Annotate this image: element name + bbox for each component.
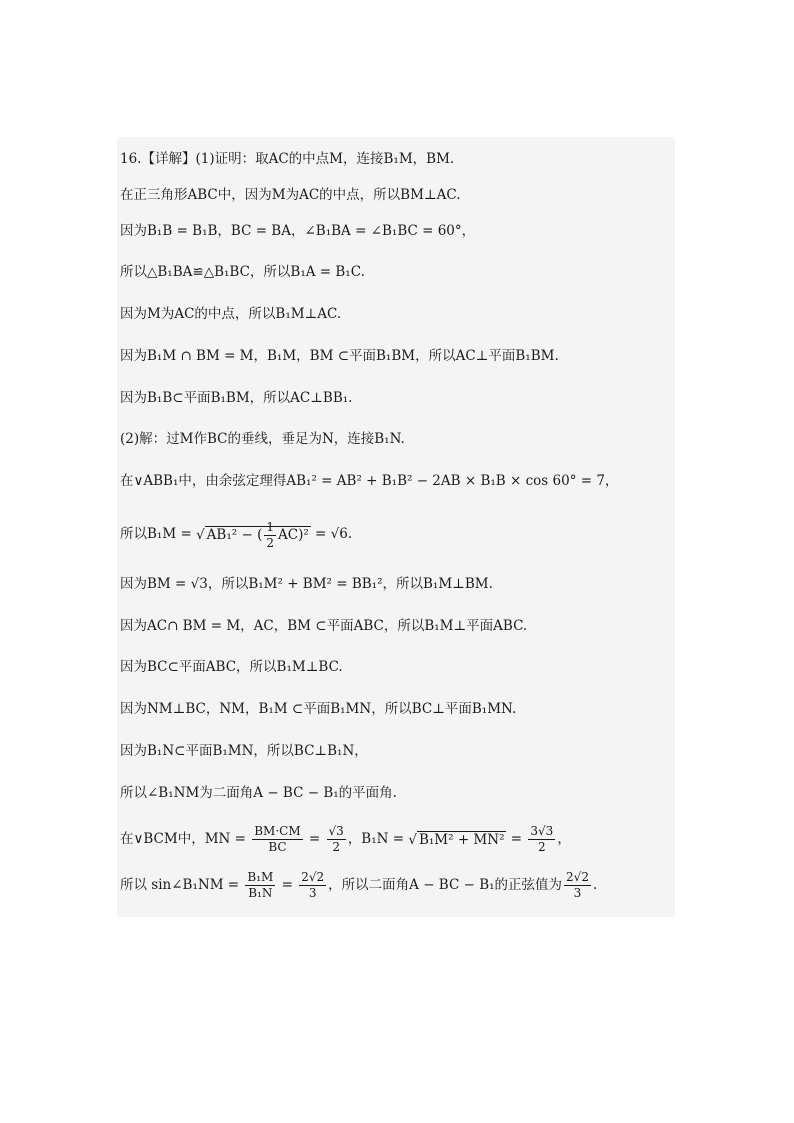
line18-f1-num: B₁M bbox=[247, 870, 274, 884]
line17-sqrt: √ B₁M² + MN² bbox=[408, 831, 505, 848]
line17-part-e: ， bbox=[557, 831, 571, 847]
line18-f1-den: B₁N bbox=[248, 886, 273, 900]
line10-ac-squared: AC)² bbox=[277, 526, 309, 543]
solution-line-7: 因为B₁B⊂平面B₁BM，所以AC⊥BB₁. bbox=[120, 390, 353, 406]
line17-f3-den: 2 bbox=[538, 840, 546, 854]
line18-fraction-2 bbox=[299, 870, 326, 901]
line17-radicand: B₁M² + MN² bbox=[418, 831, 505, 848]
solution-line-5: 因为M为AC的中点，所以B₁M⊥AC. bbox=[120, 306, 342, 322]
line17-part-c: ，B₁N = bbox=[347, 831, 409, 847]
solution-line-11: 因为BM = √3，所以B₁M² + BM² = BB₁²，所以B₁M⊥BM. bbox=[120, 576, 493, 592]
line18-fraction-3 bbox=[564, 870, 591, 901]
solution-line-12: 因为AC∩ BM = M，AC，BM ⊂平面ABC，所以B₁M⊥平面ABC. bbox=[120, 618, 528, 634]
solution-line-9: 在∨ABB₁中，由余弦定理得AB₁² = AB² + B₁B² − 2AB × B₁B × cos 60° = 7， bbox=[120, 473, 619, 489]
line17-part-a: 在∨BCM中，MN = bbox=[120, 831, 251, 847]
solution-line-8: (2)解：过M作BC的垂线，垂足为N，连接B₁N. bbox=[120, 431, 405, 447]
line17-f2-num: √3 bbox=[328, 824, 344, 838]
solution-line-6: 因为B₁M ∩ BM = M，B₁M，BM ⊂平面B₁BM，所以AC⊥平面B₁BM. bbox=[120, 348, 559, 364]
line10-sqrt bbox=[196, 512, 311, 558]
line18-part-a: 所以 sin∠B₁NM = bbox=[120, 877, 244, 893]
line17-fraction-3 bbox=[528, 824, 555, 855]
solution-line-14: 因为NM⊥BC，NM，B₁M ⊂平面B₁MN，所以BC⊥平面B₁MN. bbox=[120, 701, 517, 717]
line10-tail: = √6. bbox=[310, 526, 353, 542]
line18-fraction-1 bbox=[245, 870, 275, 901]
solution-line-1: 16.【详解】(1)证明：取AC的中点M，连接B₁M，BM. bbox=[120, 151, 455, 167]
line18-part-b: = bbox=[277, 877, 298, 893]
line18-f2-den: 3 bbox=[308, 886, 317, 900]
solution-line-17 bbox=[120, 816, 672, 862]
line18-part-c: ，所以二面角A − BC − B₁的正弦值为 bbox=[328, 877, 563, 893]
line17-fraction-2 bbox=[327, 824, 346, 855]
line10-prefix: 所以B₁M = bbox=[120, 526, 197, 542]
line17-fraction-1 bbox=[252, 824, 302, 855]
solution-sheet bbox=[117, 137, 675, 917]
line10-radicand bbox=[205, 519, 311, 550]
line17-f1-num: BM·CM bbox=[254, 824, 301, 838]
line10-half-den: 2 bbox=[266, 535, 274, 550]
line10-half-fraction bbox=[264, 520, 276, 551]
line10-radicand-start: AB₁² − bbox=[206, 526, 258, 543]
solution-line-13: 因为BC⊂平面ABC，所以B₁M⊥BC. bbox=[120, 659, 343, 675]
line17-part-d: = bbox=[506, 831, 527, 847]
line17-f1-den: BC bbox=[268, 840, 287, 854]
solution-line-4: 所以△B₁BA≌△B₁BC，所以B₁A = B₁C. bbox=[120, 264, 365, 280]
line17-f2-den: 2 bbox=[332, 840, 340, 854]
solution-line-16: 所以∠B₁NM为二面角A − BC − B₁的平面角. bbox=[120, 785, 397, 801]
solution-line-10 bbox=[120, 511, 672, 557]
solution-line-3: 因为B₁B = B₁B，BC = BA，∠B₁BA = ∠B₁BC = 60°， bbox=[120, 223, 476, 239]
solution-line-2: 在正三角形ABC中，因为M为AC的中点，所以BM⊥AC. bbox=[120, 187, 461, 203]
line18-f3-den: 3 bbox=[573, 886, 582, 900]
line17-f3-num: 3√3 bbox=[530, 824, 554, 838]
line10-half-num: 1 bbox=[266, 519, 274, 534]
line18-f2-num: 2√2 bbox=[301, 870, 325, 884]
line10-paren-open: ( bbox=[257, 526, 263, 543]
line18-f3-num: 2√2 bbox=[566, 870, 589, 884]
line17-part-b: = bbox=[304, 831, 325, 847]
solution-line-15: 因为B₁N⊂平面B₁MN，所以BC⊥B₁N， bbox=[120, 743, 368, 759]
solution-line-18 bbox=[120, 862, 672, 908]
line10-root-sign: √ bbox=[196, 526, 205, 543]
line18-part-d: . bbox=[592, 877, 598, 893]
